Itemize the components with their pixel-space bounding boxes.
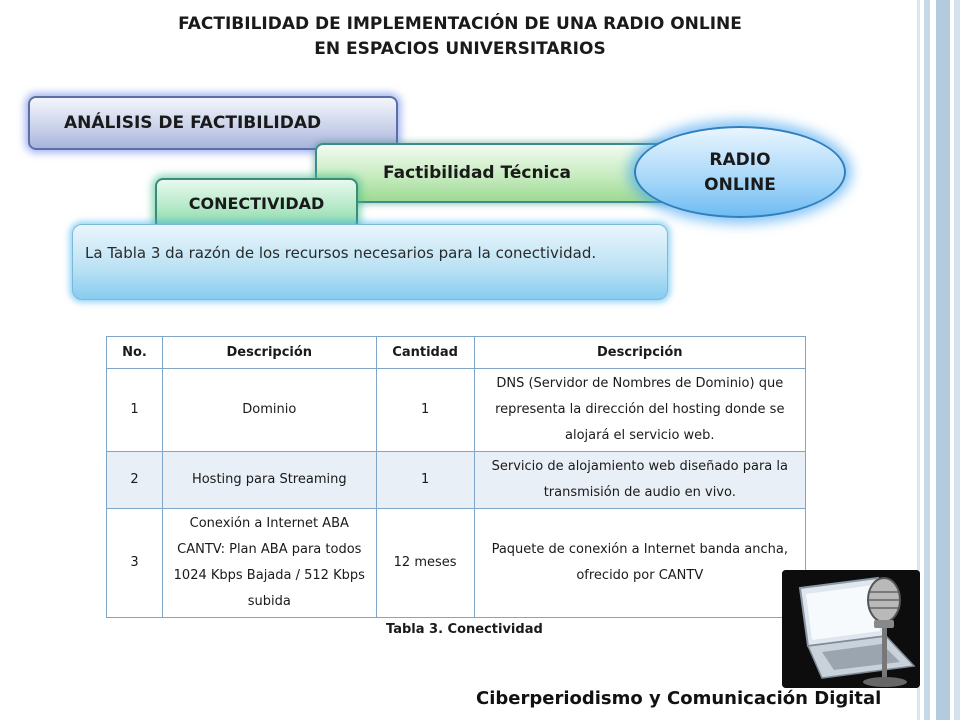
cell-cantidad: 1 — [376, 452, 474, 509]
description-box — [72, 224, 668, 300]
stripe — [954, 0, 960, 720]
cell-descripcion: Conexión a Internet ABA CANTV: Plan ABA para todos 1024 Kbps Bajada / 512 Kbps subida — [162, 509, 376, 618]
header-cantidad: Cantidad — [376, 337, 474, 369]
cell-no: 3 — [107, 509, 163, 618]
factibilidad-tecnica-box: Factibilidad Técnica — [315, 143, 675, 203]
cell-cantidad: 12 meses — [376, 509, 474, 618]
header-descripcion-detalle: Descripción — [474, 337, 805, 369]
conectividad-box: CONECTIVIDAD — [155, 178, 358, 230]
laptop-microphone-icon — [782, 570, 920, 688]
radio-line-1: RADIO — [709, 150, 771, 170]
cell-cantidad: 1 — [376, 369, 474, 452]
header-no: No. — [107, 337, 163, 369]
connectivity-table — [106, 336, 806, 618]
cell-no: 2 — [107, 452, 163, 509]
radio-online-badge — [634, 126, 846, 218]
analisis-factibilidad-box: ANÁLISIS DE FACTIBILIDAD — [28, 96, 398, 150]
table-header-row — [107, 337, 806, 369]
page-title — [60, 12, 860, 62]
cell-descripcion: Dominio — [162, 369, 376, 452]
cell-detalle: Paquete de conexión a Internet banda ancha, ofrecido por CANTV — [474, 509, 805, 618]
cell-detalle: Servicio de alojamiento web diseñado para la transmisión de audio en vivo. — [474, 452, 805, 509]
cell-detalle: DNS (Servidor de Nombres de Dominio) que representa la dirección del hosting donde se alojará el servicio web. — [474, 369, 805, 452]
description-text: La Tabla 3 da razón de los recursos necesarios para la conectividad. — [85, 244, 597, 262]
radio-line-2: ONLINE — [704, 175, 776, 195]
table-caption: Tabla 3. Conectividad — [386, 622, 543, 637]
table-row — [107, 452, 806, 509]
stripe — [924, 0, 930, 720]
table-row — [107, 369, 806, 452]
cell-descripcion: Hosting para Streaming — [162, 452, 376, 509]
title-line-2: EN ESPACIOS UNIVERSITARIOS — [314, 39, 606, 59]
stripe — [936, 0, 950, 720]
title-line-1: FACTIBILIDAD DE IMPLEMENTACIÓN DE UNA RADIO ONLINE — [178, 14, 742, 34]
table-row — [107, 509, 806, 618]
footer-course-title: Ciberperiodismo y Comunicación Digital — [476, 688, 882, 709]
cell-no: 1 — [107, 369, 163, 452]
header-descripcion: Descripción — [162, 337, 376, 369]
